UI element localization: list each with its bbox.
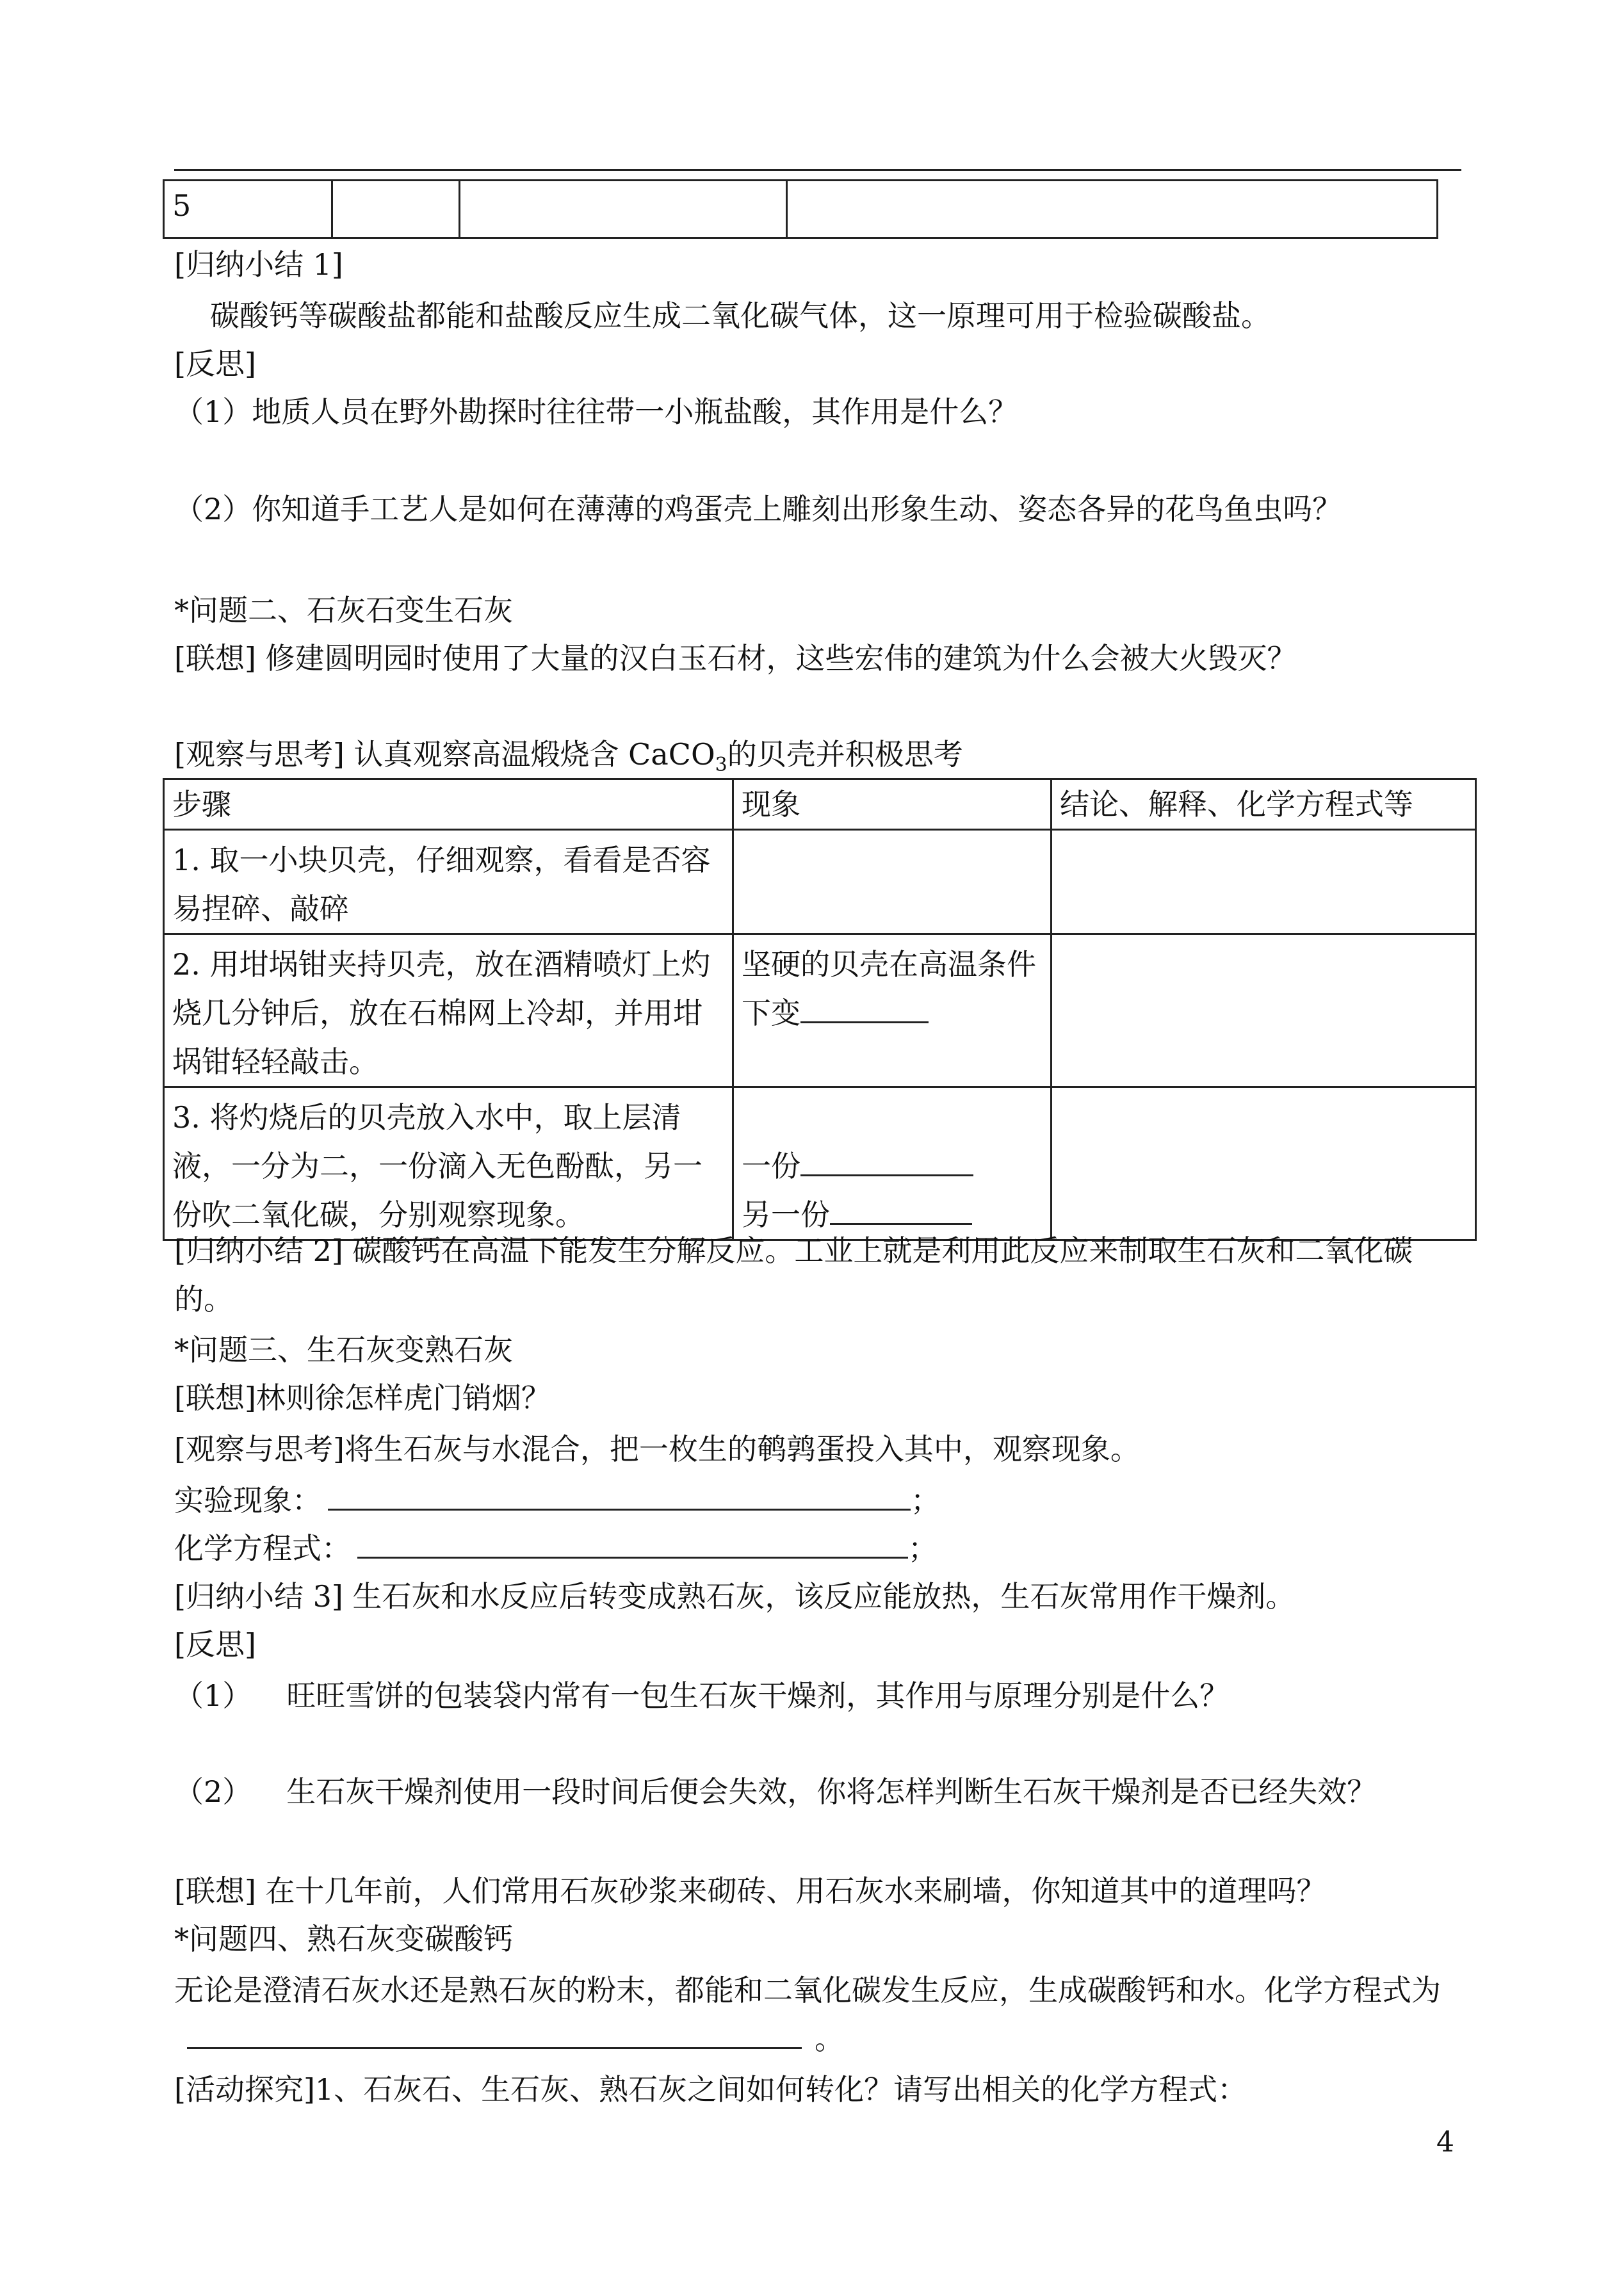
activity: [活动探究]1、石灰石、生石灰、熟石灰之间如何转化？请写出相关的化学方程式： <box>174 2072 1247 2107</box>
answer-blank[interactable] <box>800 991 929 1023</box>
problem3-association: [联想]林则徐怎样虎门销烟？ <box>174 1381 551 1415</box>
reflect2-heading: [反思] <box>174 1627 256 1662</box>
experiment-result-line <box>174 1476 940 1525</box>
header-conclusion: 结论、解释、化学方程式等 <box>1052 779 1476 830</box>
top-table-cell <box>460 181 787 238</box>
reflect1-q1: （1）地质人员在野外勘探时往往带一小瓶盐酸，其作用是什么？ <box>174 394 1018 429</box>
step-2: 2. 用坩埚钳夹持贝壳，放在酒精喷灯上灼烧几分钟后，放在石棉网上冷却，并用坩埚钳轻轻敲击。 <box>164 934 733 1087</box>
problem4-title: *问题四、熟石灰变碳酸钙 <box>174 1922 513 1956</box>
reflect2-q2-num: （2） <box>174 1774 252 1809</box>
reflect1-q2: （2）你知道手工艺人是如何在薄薄的鸡蛋壳上雕刻出形象生动、姿态各异的花鸟鱼虫吗？ <box>174 492 1342 526</box>
experiment-table <box>163 778 1477 1241</box>
observe-prefix: [观察与思考] 认真观察高温煅烧含 CaCO <box>174 737 715 772</box>
phenomenon-3a-label: 一份 <box>742 1149 800 1183</box>
phenomenon-2-text: 坚硬的贝壳在高温条件下变 <box>742 947 1036 1030</box>
semicolon: ； <box>911 1483 940 1518</box>
reflect2-q2-text: 生石灰干燥剂使用一段时间后便会失效，你将怎样判断生石灰干燥剂是否已经失效？ <box>286 1774 1377 1809</box>
phenomenon-3 <box>733 1087 1052 1240</box>
reflect1-heading: [反思] <box>174 346 256 381</box>
header-phenomenon: 现象 <box>733 779 1052 830</box>
observe-suffix: 的贝壳并积极思考 <box>727 737 963 772</box>
conclusion-3 <box>1052 1087 1476 1240</box>
reflect2-q1-num: （1） <box>174 1678 252 1713</box>
phenomenon-2 <box>733 934 1052 1087</box>
experiment-result-label: 实验现象： <box>174 1483 321 1518</box>
page-number: 4 <box>1436 2126 1454 2159</box>
problem2-association: [联想] 修建圆明园时使用了大量的汉白玉石材，这些宏伟的建筑为什么会被大火毁灭？ <box>174 641 1297 676</box>
problem3-observe: [观察与思考]将生石灰与水混合，把一枚生的鹌鹑蛋投入其中，观察现象。 <box>174 1432 1140 1466</box>
reflect2-q1-text: 旺旺雪饼的包装袋内常有一包生石灰干燥剂，其作用与原理分别是什么？ <box>286 1678 1230 1713</box>
step-3: 3. 将灼烧后的贝壳放入水中，取上层清液，一分为二，一份滴入无色酚酞，另一份吹二氧化碳，分别观察现象。 <box>164 1087 733 1240</box>
summary1-text: 碳酸钙等碳酸盐都能和盐酸反应生成二氧化碳气体，这一原理可用于检验碳酸盐。 <box>210 298 1271 333</box>
problem4-body: 无论是澄清石灰水还是熟石灰的粉末，都能和二氧化碳发生反应，生成碳酸钙和水。化学方程式为 <box>174 1973 1441 2007</box>
association4: [联想] 在十几年前，人们常用石灰砂浆来砌砖、用石灰水来刷墙，你知道其中的道理吗？ <box>174 1874 1326 1908</box>
problem4-end: 。 <box>815 2022 844 2056</box>
observe-subscript: 3 <box>715 754 727 777</box>
equation-label: 化学方程式： <box>174 1531 351 1566</box>
problem2-title: *问题二、石灰石变生石灰 <box>174 593 513 628</box>
answer-blank[interactable] <box>830 1192 972 1225</box>
summary3: [归纳小结 3] 生石灰和水反应后转变成熟石灰，该反应能放热，生石灰常用作干燥剂。 <box>174 1579 1295 1614</box>
reflect2-q2 <box>174 1767 1468 1816</box>
problem3-title: *问题三、生石灰变熟石灰 <box>174 1333 513 1367</box>
conclusion-1 <box>1052 830 1476 934</box>
top-table-row-label: 5 <box>164 181 332 238</box>
semicolon: ； <box>908 1531 938 1566</box>
phenomenon-3b-label: 另一份 <box>742 1197 830 1232</box>
top-table-cell <box>787 181 1438 238</box>
header-step: 步骤 <box>164 779 733 830</box>
answer-blank[interactable] <box>800 1144 973 1176</box>
answer-blank[interactable] <box>328 1478 911 1511</box>
problem4-text <box>174 1966 1468 2063</box>
step-1: 1. 取一小块贝壳，仔细观察，看看是否容易捏碎、敲碎 <box>164 830 733 934</box>
conclusion-2 <box>1052 934 1476 1087</box>
answer-blank[interactable] <box>187 2016 802 2049</box>
reflect2-q1 <box>174 1671 1229 1720</box>
answer-blank[interactable] <box>357 1526 908 1559</box>
summary2: [归纳小结 2] 碳酸钙在高温下能发生分解反应。工业上就是利用此反应来制取生石灰和二氧化碳的。 <box>174 1233 1413 1317</box>
summary1-heading: [归纳小结 1] <box>174 247 343 282</box>
top-table-cell <box>332 181 460 238</box>
phenomenon-1 <box>733 830 1052 934</box>
top-table <box>163 179 1438 239</box>
equation-line <box>174 1524 938 1573</box>
header-rule <box>174 169 1461 171</box>
